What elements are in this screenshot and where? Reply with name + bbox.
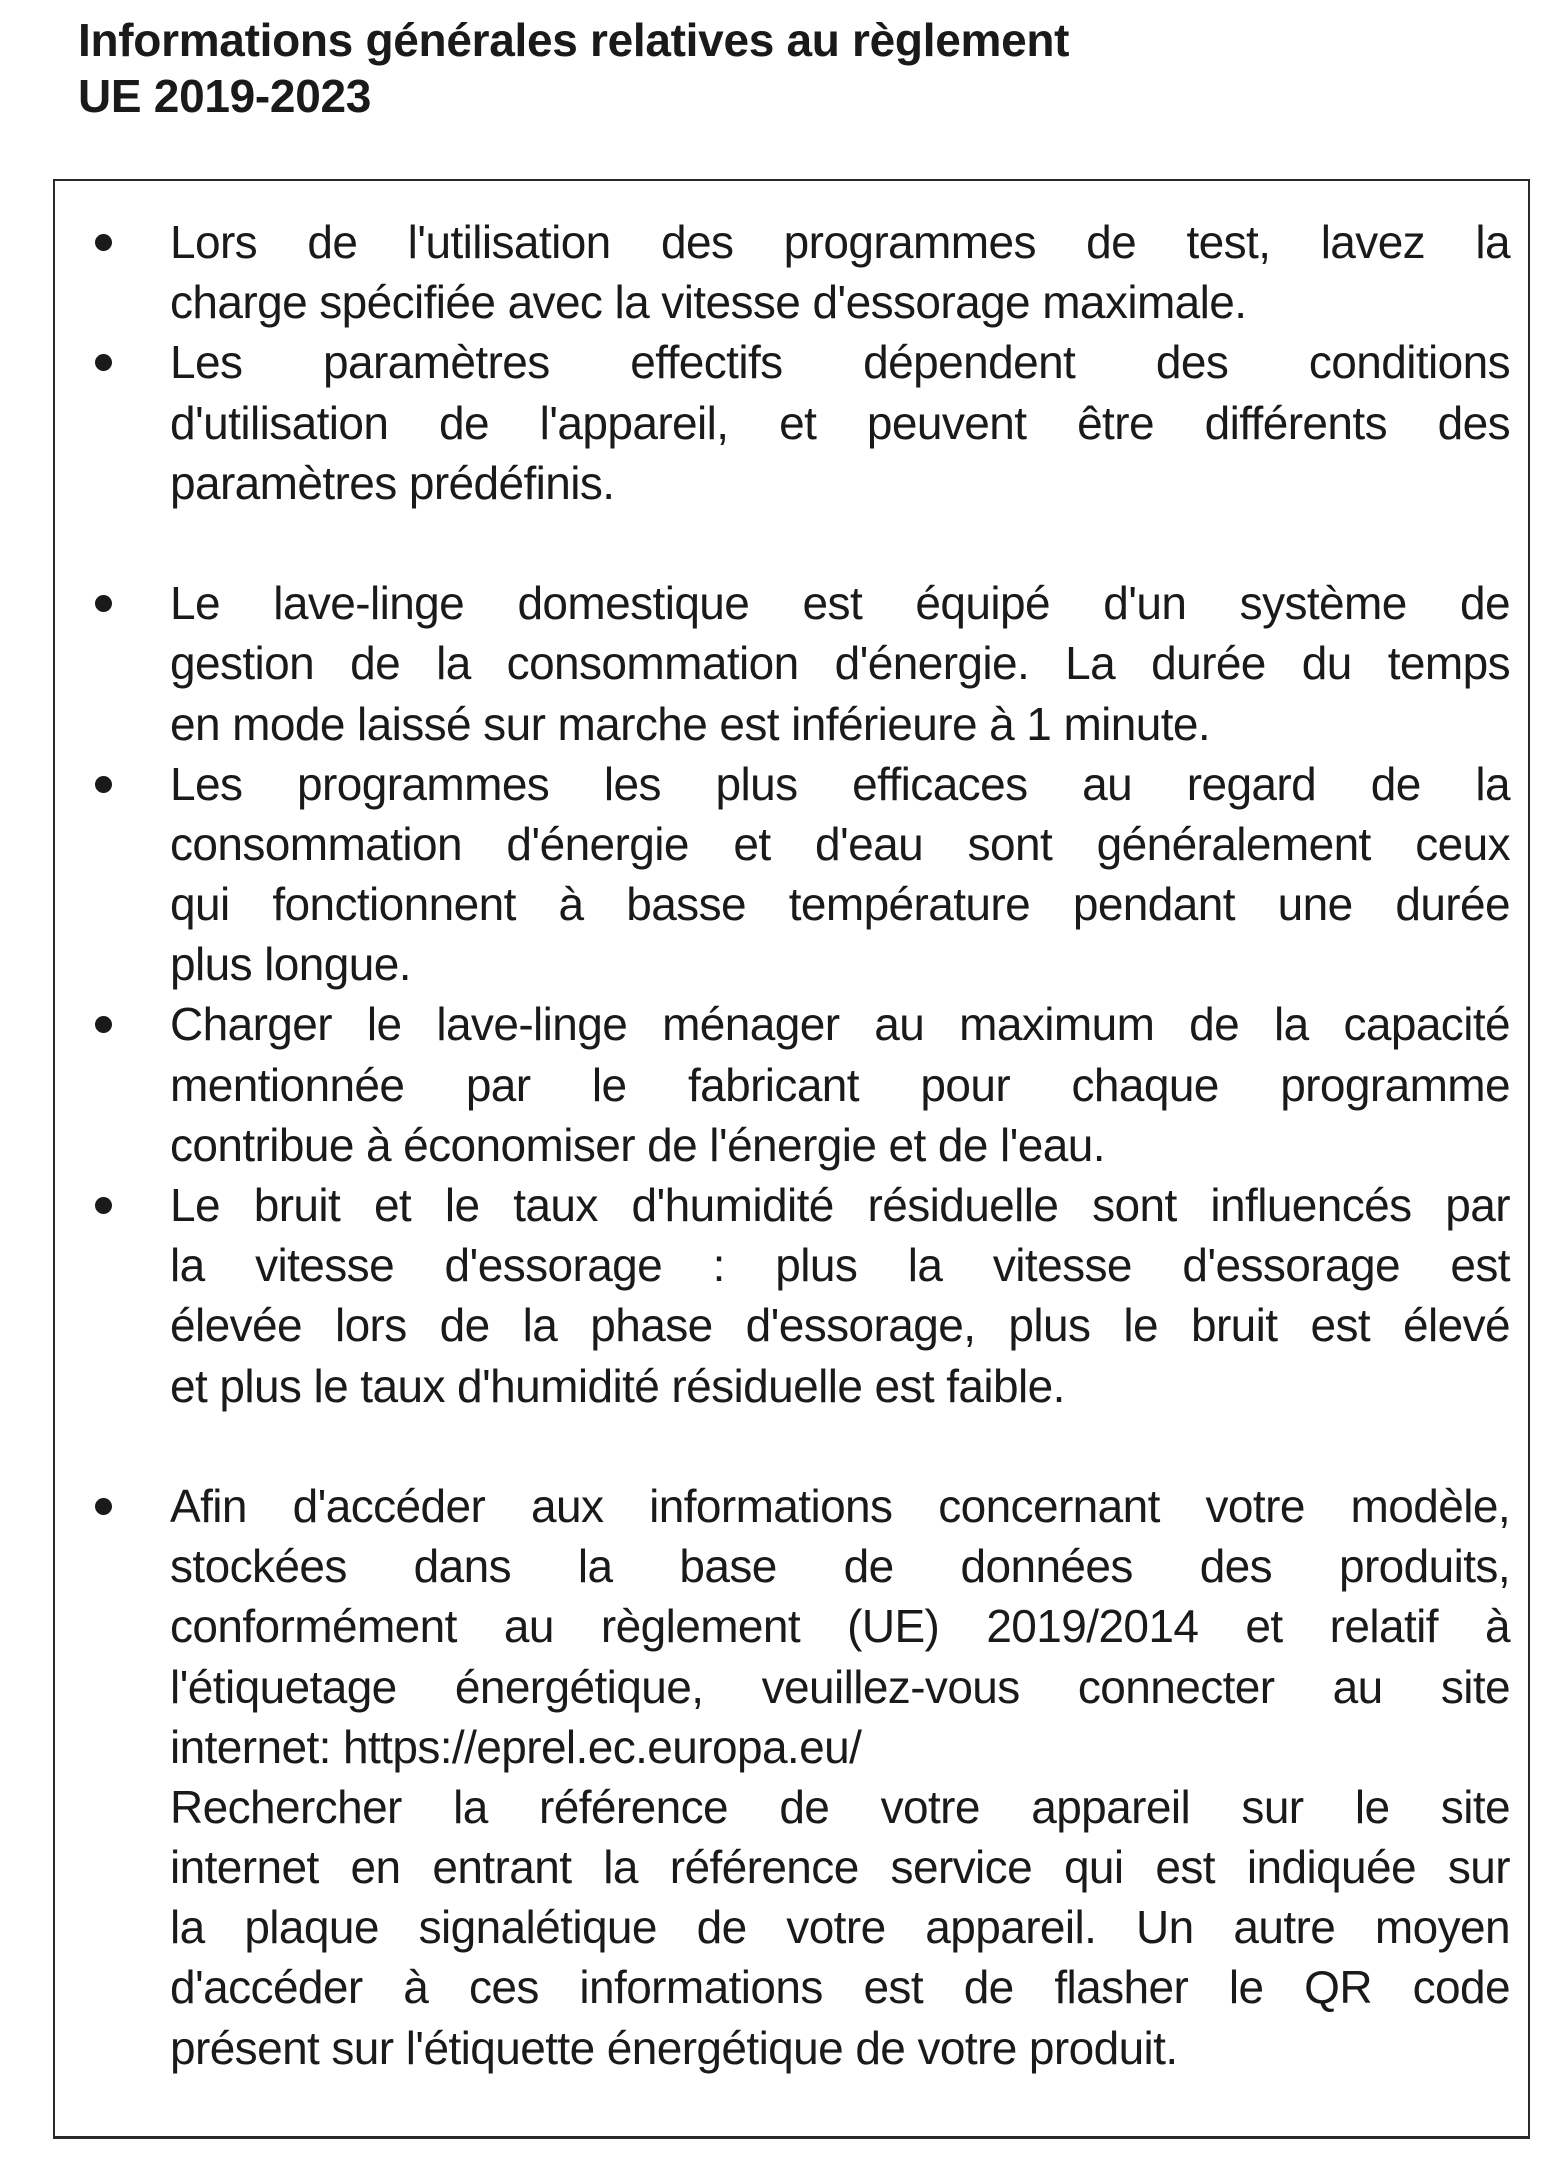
text-line: la plaque signalétique de votre appareil. Un autre moyen (170, 1901, 1510, 1954)
list-item-eprel-database (170, 1476, 1510, 1777)
text-line: paramètres prédéfinis. (170, 456, 615, 509)
text-line: consommation d'énergie et d'eau sont généralement ceux (170, 817, 1510, 870)
list-item-test-programs (170, 212, 1510, 332)
text-line: Le bruit et le taux d'humidité résiduelle sont influencés par (170, 1179, 1510, 1231)
text-line: mentionnée par le fabricant pour chaque programme (170, 1058, 1510, 1111)
title-line-1: Informations générales relatives au règlement (78, 14, 1070, 66)
list-item-efficient-programs (170, 754, 1510, 995)
title-line-2: UE 2019-2023 (78, 70, 372, 122)
text-line: Rechercher la référence de votre appareil sur le site (170, 1780, 1510, 1833)
text-line: internet en entrant la référence service qui est indiquée sur (170, 1841, 1510, 1894)
text-line: la vitesse d'essorage : plus la vitesse d'essorage est (170, 1239, 1510, 1292)
list-item-effective-parameters (170, 332, 1510, 513)
text-line: présent sur l'étiquette énergétique de votre produit. (170, 2021, 1178, 2074)
text-line: l'étiquetage énergétique, veuillez-vous connecter au site (170, 1660, 1510, 1713)
page-title (78, 12, 1069, 124)
text-line: Les paramètres effectifs dépendent des conditions (170, 336, 1510, 389)
text-line: Lors de l'utilisation des programmes de test, lavez la (170, 216, 1510, 268)
list-item-full-load (170, 994, 1510, 1175)
bullet-icon (95, 776, 112, 793)
text-line: qui fonctionnent à basse température pendant une durée (170, 878, 1510, 931)
text-line: d'utilisation de l'appareil, et peuvent être différents des (170, 396, 1510, 449)
bullet-icon (95, 1498, 112, 1515)
spacer (170, 1416, 1510, 1476)
bullet-icon (95, 595, 112, 612)
text-line: Charger le lave-linge ménager au maximum de la capacité (170, 998, 1510, 1051)
list-item-noise-humidity (170, 1175, 1510, 1416)
text-line: Afin d'accéder aux informations concernant votre modèle, (170, 1479, 1510, 1532)
info-list (170, 212, 1510, 2078)
text-line: stockées dans la base de données des produits, (170, 1540, 1510, 1593)
text-line: élevée lors de la phase d'essorage, plus le bruit est élevé (170, 1299, 1510, 1352)
text-line: Les programmes les plus efficaces au regard de la (170, 757, 1510, 810)
text-line: gestion de la consommation d'énergie. La durée du temps (170, 637, 1510, 690)
text-line: plus longue. (170, 938, 411, 991)
paragraph-search-reference (170, 1777, 1510, 2078)
bullet-icon (95, 1197, 112, 1214)
text-line: Le lave-linge domestique est équipé d'un système de (170, 577, 1510, 630)
text-line: et plus le taux d'humidité résiduelle est faible. (170, 1359, 1065, 1412)
spacer (170, 513, 1510, 573)
text-line: charge spécifiée avec la vitesse d'essorage maximale. (170, 276, 1247, 329)
eprel-url-line: internet: https://eprel.ec.europa.eu/ (170, 1720, 862, 1773)
text-line: contribue à économiser de l'énergie et de l'eau. (170, 1118, 1105, 1171)
bullet-icon (95, 234, 112, 251)
list-item-energy-management (170, 573, 1510, 754)
text-line: en mode laissé sur marche est inférieure à 1 minute. (170, 697, 1211, 750)
text-line: d'accéder à ces informations est de flasher le QR code (170, 1961, 1510, 2014)
text-line: conformément au règlement (UE) 2019/2014 et relatif à (170, 1600, 1510, 1653)
